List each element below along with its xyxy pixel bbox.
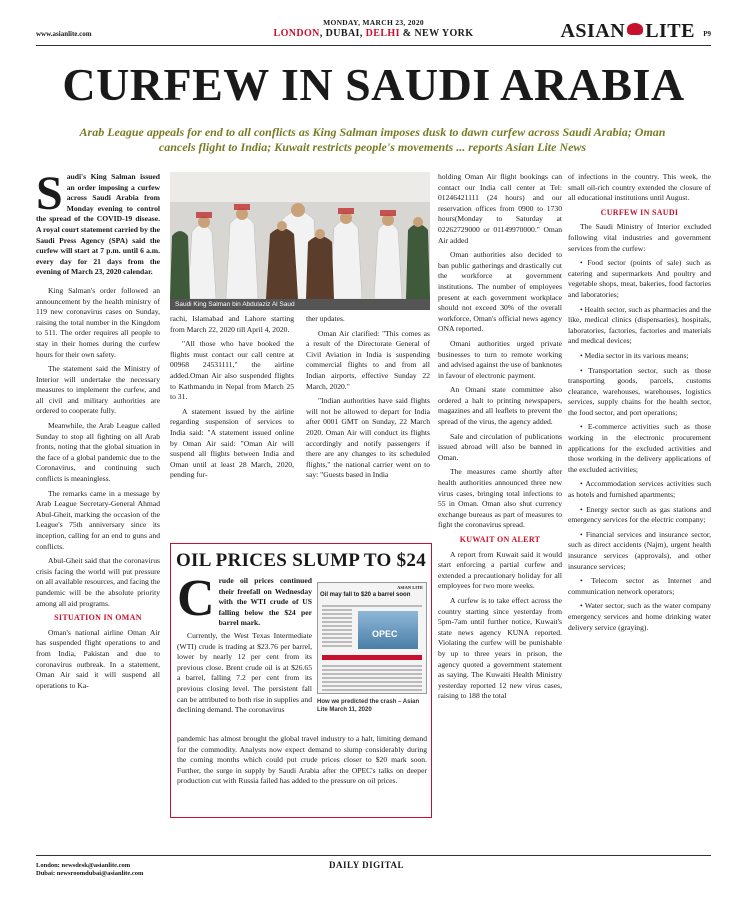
masthead [36, 18, 711, 44]
drop-cap: C [177, 576, 215, 627]
paragraph: of infections in the country. This week, the small oil-rich country extended the closure of all educational institutions until August. [568, 172, 711, 203]
list-item: • Water sector, such as the water company emergency services and home drinking water delivery service (graying). [568, 601, 711, 632]
paragraph: The statement said the Ministry of Interior will undertake the necessary measures to implement the curfew, and all civil and military authorities are ordered to cooperate fully. [36, 364, 160, 416]
paragraph: Oman Air clarified: "This comes as a result of the Directorate General of Civil Aviation in India is suspending commercial flights to and from all Indian airports, effective Sunday 22 March, 2020." [306, 328, 430, 391]
paragraph: A statement issued by the airline regarding suspension of services to India said: "A statement issued online by Oman Air said: "Oman Air will suspend all flights between India and Oman until at least 28 March, 2020, pending fur- [170, 406, 294, 480]
paragraph: Currently, the West Texas Intermediate (WTI) crude is trading at $23.76 per barrel, lower by nearly 12 per cent from its previous close. Brent crude oil is at $26.65 a barrel, falling 7.2 per cent from its previous closing level. The persistent fall can be attributed to both rise in supplies and declining demand. The coronavirus [177, 630, 312, 715]
photo-caption: Saudi King Salman bin Abdulaziz Al Saud [170, 299, 430, 310]
standfirst: Arab League appeals for end to all conflicts as King Salman imposes dusk to dawn curfew across Saudi Arabia; Oman cancels flight to India; Kuwait restricts people's movements ... reports Asian Lite News [79, 125, 666, 154]
footer-edition: DAILY DIGITAL [329, 860, 404, 870]
paragraph: Sale and circulation of publications issued abroad will also be banned in Oman. [438, 431, 562, 462]
paragraph: Abul-Gheit said that the coronavirus crisis facing the world will put pressure on all available resources, and facing the pandemic will be the absolute priority among all aid programs. [36, 556, 160, 608]
sidebar-lead [177, 576, 312, 629]
paragraph: The measures came shortly after health authorities announced three new virus cases, bringing total infections to 55 in Oman. Oman also shut currency exchange bureaus as part of measures to fight the coronavirus spread. [438, 467, 562, 530]
inset-front-page-thumbnail [317, 582, 427, 694]
city-separator: , [319, 28, 326, 39]
photo-illustration [170, 172, 430, 299]
paragraph: The Saudi Ministry of Interior excluded following vital industries and government services from the curfew: [568, 222, 711, 253]
inset-headline: Oil may fall to $20 a barrel soon [320, 592, 411, 598]
issue-date: MONDAY, MARCH 23, 2020 [323, 18, 424, 27]
subheading-oman: SITUATION IN OMAN [54, 613, 142, 623]
paragraph: Omani authorities urged private businesses to turn to remote working and advised against the use of banknotes in favour of electronic payment. [438, 338, 562, 380]
lead-text: audi's King Salman issued an order imposing a curfew across Saudi Arabia from Monday evening to control the spread of the COVID-19 disease. A royal court statement carried by the Saudi Press Agency (SPA) said the curfew will start at 7 p.m. until 6 a.m. every day for 21 days from the evening of March 23, 2020 calendar. [36, 172, 160, 277]
paragraph: Oman's national airline Oman Air has suspended flight operations to and from India, Pakistan and due to coronavirus outbreak. In a statement, Oman Air said it will suspend all operations to Ka- [36, 627, 160, 690]
city-delhi: DELHI [365, 28, 400, 39]
logo-text-asian: ASIAN [560, 20, 626, 42]
page-number: P9 [703, 30, 711, 38]
paragraph: holding Oman Air flight bookings can contact our India call center at Tel: 01246421111 (24 hours) and our reservation offices from 0900 to 1730 hours(Monday to Saturday at 02262729000 or 01149970000." Oman Air added [438, 172, 562, 245]
subheading-curfew-saudi: CURFEW IN SAUDI [600, 207, 679, 217]
contact-dubai-email[interactable]: Dubai: newsroomdubai@asianlite.com [36, 870, 144, 877]
paragraph: Oman authorities also decided to ban public gatherings and drastically cut the workforce at government institutions. The number of employees present at each government workplace should not exceed 30% of the overall workforce, Oman's official news agency ONA reported. [438, 250, 562, 334]
paragraph: A curfew is to take effect across the country starting since yesterday from 5pm-7am until further notice, Kuwait's state news agency KUNA reported. Violating the curfew will be punishable by up to three years in prison, the agency quoted a government statement as saying. The Kuwaiti Health Ministry yesterday reported 12 new virus cases, raising to 188 the total [438, 595, 562, 701]
sidebar-text [177, 576, 312, 716]
paragraph: King Salman's order followed an announcement by the health ministry of 119 new coronavirus cases on Sunday, raising the total number in the Kingdom to 511. The order requires all people to stay in their homes during the curfew hours for their own safety. [36, 285, 160, 359]
paragraph: "All those who have booked the flights must contact our call centre at 00968 24531111," the airline added.Oman Air also suspended flights to Kathmandu in Nepal from March 25 to 31. [170, 339, 294, 402]
list-item: • Transportation sector, such as those transporting goods, parcels, customs clearance, warehouses, warehouses, logistics services, supply chains for the health sector, the food sector, and port operations; [568, 365, 711, 417]
list-item: • Energy sector such as gas stations and emergency services for the electric company; [568, 504, 711, 525]
city-separator: & [399, 28, 415, 39]
city-separator: , [359, 28, 366, 39]
list-item: • E-commerce activities such as those working in the electronic procurement applications for the excluded activities and those working in the delivery applications of the excluded activities; [568, 422, 711, 474]
paragraph: Meanwhile, the Arab League called Sunday to stop all fighting on all Arab fronts, noting that the global situation in the face of a global pandemic due to the Coronavirus, and continuing such conflicts is meaningless. [36, 421, 160, 484]
footer-contacts [36, 862, 143, 878]
city-dubai: DUBAI [325, 28, 360, 39]
sidebar-headline: OIL PRICES SLUMP TO $24 [175, 550, 427, 571]
article-column-5 [568, 172, 711, 844]
inset-logo: ASIAN LITE [397, 585, 423, 590]
subheading-kuwait: KUWAIT ON ALERT [459, 535, 541, 544]
list-item: • Health sector, such as pharmacies and the like, medical clinics (dispensaries), hospitals, laboratories, factories, factories and materials and medical devices; [568, 304, 711, 346]
publication-logo [560, 20, 695, 43]
list-item: • Financial services and insurance sector, such as direct accidents (Najm), urgent health insurance services (approvals), and other insurance services; [568, 529, 711, 571]
oil-prices-sidebar [170, 543, 432, 818]
list-item: • Food sector (points of sale) such as catering and supermarkets And poultry and vegetable shops, meat, bakeries, food factories and laboratories; [568, 258, 711, 299]
inset-caption: How we predicted the crash – Asian Lite March 11, 2020 [317, 699, 420, 713]
paragraph: An Omani state committee also ordered a halt to printing newspapers, magazines and all leaflets to prevent the spread of the virus, the agency added. [438, 385, 562, 427]
paragraph: "Indian authorities have said flights will not be allowed to depart for India after 0001 GMT on Sunday, 22 March 2020. Oman Air will conduct its flights accordingly and notify passengers if there are any changes to its scheduled flights," the national carrier went on to say: "Guests based in India [306, 396, 430, 480]
lead-paragraph [36, 172, 160, 282]
article-column-2 [170, 314, 294, 485]
paragraph: The remarks came in a message by Arab League Secretary-General Ahmad Abul-Gheit, marking the occasion of the League's 75th anniversary since its inception, calling for an end to guns and conflicts. [36, 488, 160, 551]
site-url[interactable]: www.asianlite.com [36, 30, 92, 38]
logo-text-lite: LITE [645, 20, 695, 42]
list-item: • Accommodation services activities such as hotels and furnished apartments; [568, 479, 711, 500]
logo-emblem-icon [627, 23, 643, 35]
header-divider [36, 45, 711, 46]
paragraph: rachi, Islamabad and Lahore starting from March 22, 2020 till April 4, 2020. [170, 314, 294, 334]
article-column-3 [306, 314, 430, 485]
footer-divider [36, 855, 711, 856]
sidebar-lead-text: rude oil prices continued their freefall on Wednesday with the WTI crude of US falling below the $24 per barrel mark. [218, 576, 312, 628]
city-london: LONDON [273, 28, 320, 39]
list-item: • Telecom sector as Internet and communication network operators; [568, 576, 711, 596]
drop-cap: S [36, 172, 63, 220]
inset-opec-label: OPEC [372, 629, 398, 639]
list-item: • Media sector in its various means; [580, 350, 689, 360]
contact-london-email[interactable]: London: newsdesk@asianlite.com [36, 862, 131, 869]
paragraph: A report from Kuwait said it would start enforcing a partial curfew and extended a precautionary holiday for all employees for two more weeks. [438, 549, 562, 591]
article-column-1 [36, 172, 160, 844]
paragraph: ther updates. [306, 314, 345, 323]
city-new-york: NEW YORK [414, 28, 474, 39]
inset-opec-photo [358, 611, 418, 649]
sidebar-continuation: pandemic has almost brought the global travel industry to a halt, limiting demand for the commodity. Analysts now expect demand to slump considerably during the coming months which could put crude prices closer to $20 mark soon. Further, the surge in supply by Saudi Arabia after the OPEC's talks on deeper production cut with Russia failed has added to the pressure on oil prices. [177, 734, 427, 786]
article-column-4 [438, 172, 562, 844]
king-salman-photo [170, 172, 430, 299]
main-headline: CURFEW IN SAUDI ARABIA [62, 59, 685, 110]
